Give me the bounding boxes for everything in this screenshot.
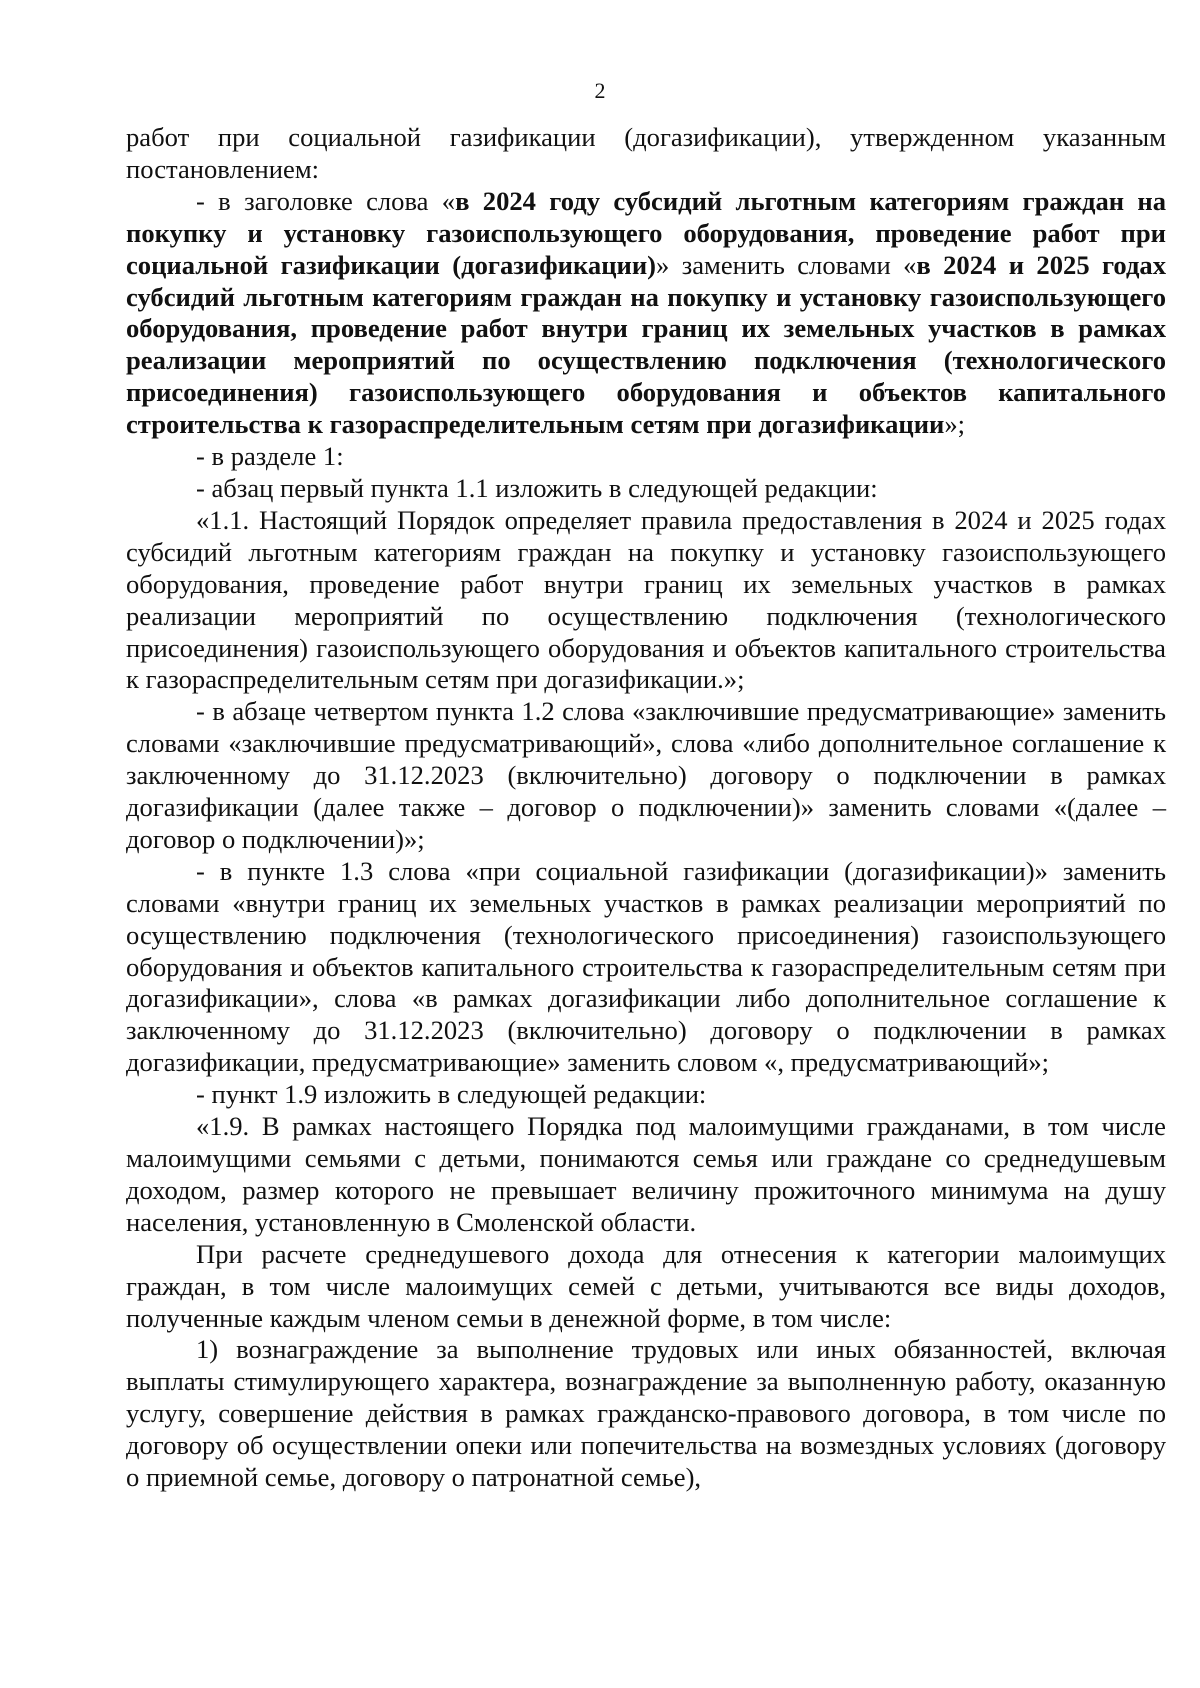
paragraph-item-1-3: - в пункте 1.3 слова «при социальной газификации (догазификации)» заменить словами «внутри границ их земельных участков в рамках реализации мероприятий по осуществлению подключения (технологического присоединения) газоиспользующего оборудования и объектов капитального строительства к газораспределительным сетям при догазификации», слова «в рамках догазификации либо дополнительное соглашение к заключенному до 31.12.2023 (включительно) договору о подключении в рамках догазификации, предусматривающие» заменить словом «, предусматривающий»; [126, 855, 1166, 1078]
page-number: 2 [594, 78, 606, 103]
text-fragment: » заменить словами « [656, 249, 917, 280]
paragraph-income-calculation: При расчете среднедушевого дохода для отнесения к категории малоимущих граждан, в том числе малоимущих семей с детьми, учитываются все виды доходов, полученные каждым членом семьи в денежной форме, в том числе: [126, 1238, 1166, 1333]
paragraph-item-1-1-intro: - абзац первый пункта 1.1 изложить в следующей редакции: [196, 472, 878, 503]
paragraph-intro: работ при социальной газификации (догазификации), утвержденном указанным постановлением: [126, 122, 1166, 184]
text-fragment: »; [944, 409, 966, 440]
paragraph-title-change [126, 186, 1166, 441]
bold-fragment-new: в 2024 и 2025 годах субсидий льготным категориям граждан на покупку и установку газоиспользующего оборудования, проведение работ внутри границ их земельных участков в рамках реализации мероприятий по осуществлению подключения (технологического присоединения) газоиспользующего оборудования и объектов капитального строительства к газораспределительным сетям при догазификации [126, 249, 1166, 440]
paragraph-income-item-1: 1) вознаграждение за выполнение трудовых или иных обязанностей, включая выплаты стимулирующего характера, вознаграждение за выполненную работу, оказанную услугу, совершение действия в рамках гражданско-правового договора, в том числе по договору об осуществлении опеки или попечительства на возмездных условиях (договору о приемной семье, договору о патронатной семье), [126, 1334, 1166, 1493]
paragraph-item-1-9: «1.9. В рамках настоящего Порядка под малоимущими гражданами, в том числе малоимущими семьями с детьми, понимаются семья или граждане со среднедушевым доходом, размер которого не превышает величину прожиточного минимума на душу населения, установленную в Смоленской области. [126, 1111, 1166, 1237]
paragraph-item-1-2: - в абзаце четвертом пункта 1.2 слова «заключившие предусматривающие» заменить словами «заключившие предусматривающий», слова «либо дополнительное соглашение к заключенному до 31.12.2023 (включительно) договору о подключении в рамках догазификации (далее также – договор о подключении)» заменить словами «(далее – договор о подключении)»; [126, 696, 1166, 854]
paragraph-section-1: - в разделе 1: [196, 441, 344, 472]
text-fragment: - в заголовке слова « [196, 185, 456, 216]
paragraph-item-1-1: «1.1. Настоящий Порядок определяет правила предоставления в 2024 и 2025 годах субсидий льготным категориям граждан на покупку и установку газоиспользующего оборудования, проведение работ внутри границ их земельных участков в рамках реализации мероприятий по осуществлению подключения (технологического присоединения) газоиспользующего оборудования и объектов капитального строительства к газораспределительным сетям при догазификации.»; [126, 504, 1166, 695]
paragraph-item-1-9-intro: - пункт 1.9 изложить в следующей редакции: [196, 1079, 707, 1110]
document-body [126, 122, 1166, 1494]
bold-fragment-old: в 2024 году субсидий льготным категориям граждан на покупку и установку газоиспользующего оборудования, проведение работ при социальной газификации (догазификации) [126, 185, 1167, 280]
